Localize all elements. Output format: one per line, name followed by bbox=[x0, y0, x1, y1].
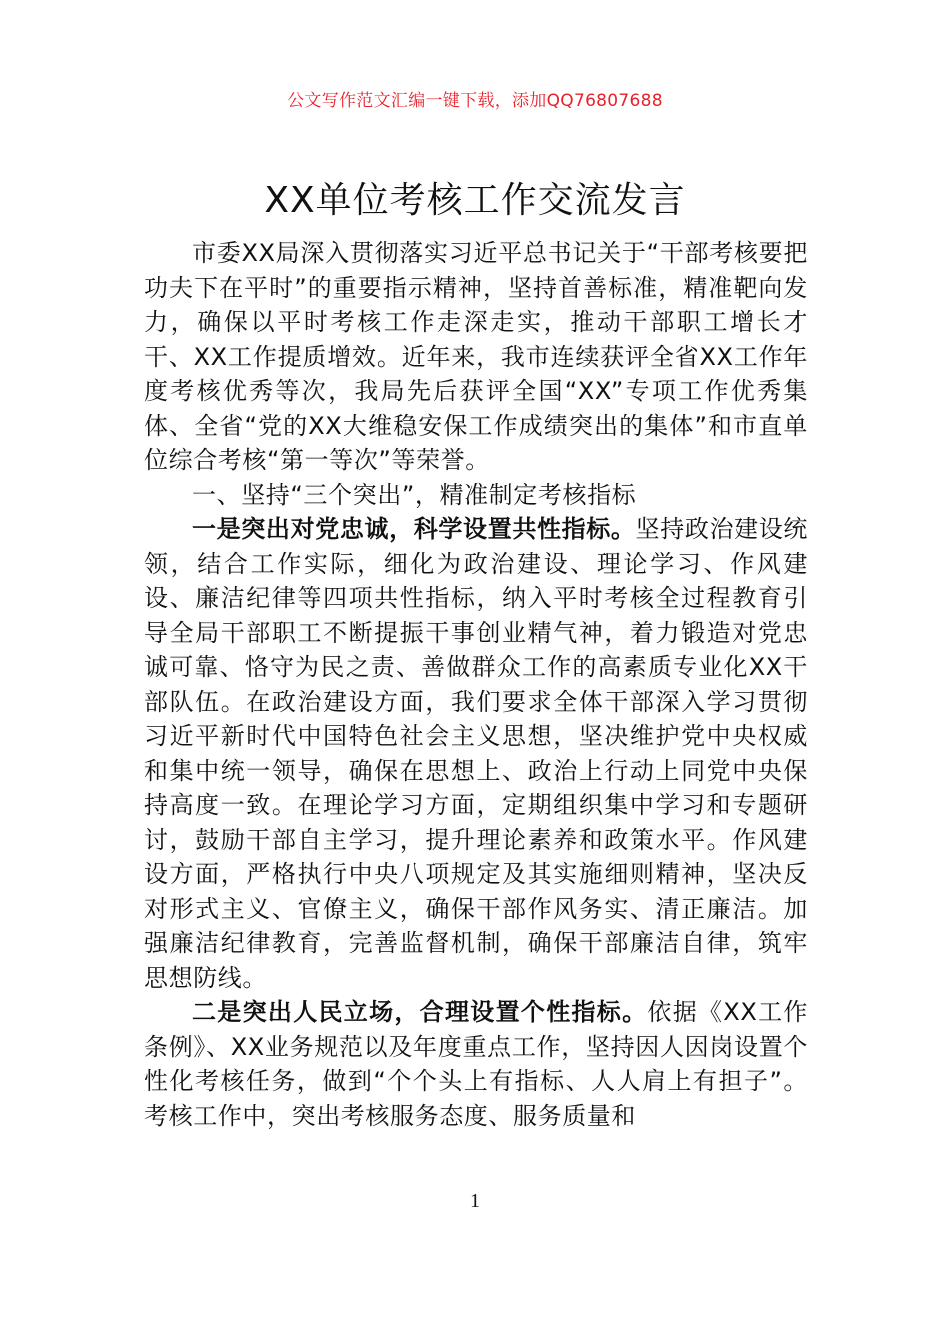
watermark-banner: 公文写作范文汇编一键下载，添加QQ76807688 bbox=[287, 91, 663, 111]
section-heading bbox=[144, 478, 808, 513]
point-one-paragraph bbox=[144, 512, 808, 995]
section-heading-text: 一、坚持“三个突出”，精准制定考核指标 bbox=[192, 480, 637, 509]
intro-paragraph bbox=[144, 236, 808, 478]
point-two-lead: 二是突出人民立场，合理设置个性指标。 bbox=[192, 998, 648, 1026]
page-number: 1 bbox=[470, 1190, 480, 1212]
paragraph-text: 市委XX局深入贯彻落实习近平总书记关于“干部考核要把功夫下在平时”的重要指示精神，坚持首善标准，精准靶向发力，确保以平时考核工作走深走实，推动干部职工增长才干、XX工作提质增效。近年来，我市连续获评全省XX工作年度考核优秀等次，我局先后获评全国“XX”专项工作优秀集体、全省“党的XX大维稳安保工作成绩突出的集体”和市直单位综合考核“第一等次”等荣誉。 bbox=[144, 239, 808, 474]
paragraph-text: 依据《XX工作条例》、XX业务规范以及年度重点工作，坚持因人因岗设置个性化考核任务，做到“个个头上有指标、人人肩上有担子”。考核工作中，突出考核服务态度、服务质量和 bbox=[144, 998, 808, 1130]
document-body bbox=[144, 236, 808, 1133]
point-two-paragraph bbox=[144, 995, 808, 1133]
paragraph-text: 坚持政治建设统领，结合工作实际，细化为政治建设、理论学习、作风建设、廉洁纪律等四项共性指标，纳入平时考核全过程教育引导全局干部职工不断提振干事创业精气神，着力锻造对党忠诚可靠、恪守为民之责、善做群众工作的高素质专业化XX干部队伍。在政治建设方面，我们要求全体干部深入学习贯彻习近平新时代中国特色社会主义思想，坚决维护党中央权威和集中统一领导，确保在思想上、政治上行动上同党中央保持高度一致。在理论学习方面，定期组织集中学习和专题研讨，鼓励干部自主学习，提升理论素养和政策水平。作风建设方面，严格执行中央八项规定及其实施细则精神，坚决反对形式主义、官僚主义，确保干部作风务实、清正廉洁。加强廉洁纪律教育，完善监督机制，确保干部廉洁自律，筑牢思想防线。 bbox=[144, 515, 808, 992]
document-title: XX单位考核工作交流发言 bbox=[264, 180, 686, 221]
point-one-lead: 一是突出对党忠诚，科学设置共性指标。 bbox=[192, 515, 636, 543]
